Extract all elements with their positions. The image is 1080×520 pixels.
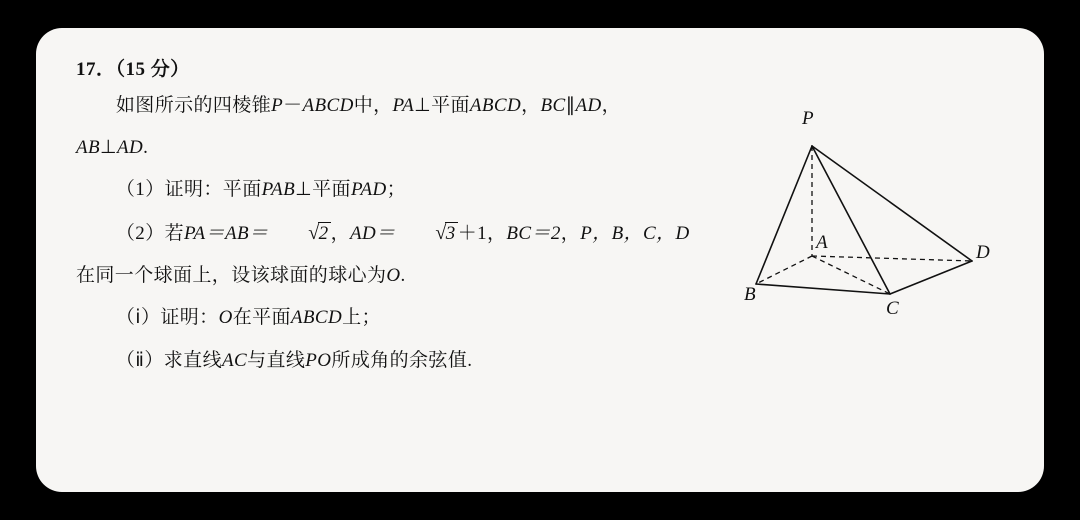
radicand-3: 3 (445, 223, 456, 245)
question-number-dot: ． (96, 59, 116, 80)
radicand-2: 2 (318, 223, 329, 245)
question-text-block (76, 88, 766, 385)
sub-i-prefix: （ⅰ）证明： (115, 307, 219, 329)
sub-question-i (76, 300, 766, 336)
sub-question-ii (76, 343, 766, 379)
stem-var-AD: AD (575, 95, 602, 116)
vertex-label-C: C (886, 298, 899, 319)
part-1-plane-PAD: PAD (350, 179, 387, 201)
vertex-label-A: A (816, 232, 828, 253)
part-2-center-O: O (386, 265, 401, 287)
sqrt-3 (396, 214, 458, 252)
page-content (76, 54, 1020, 482)
stem-parallel-symbol: ∥ (565, 95, 576, 116)
stem-var-P: P (271, 95, 284, 116)
stem-text-1: 如图所示的四棱锥 (115, 95, 272, 116)
stem-var-AD-2: AD (116, 137, 144, 159)
stem-var-AB: AB (76, 137, 101, 159)
part-1-suffix: ； (386, 179, 407, 201)
part-2-points: P，B，C，D (580, 223, 690, 245)
part-2-comma-3: ， (560, 223, 581, 245)
pyramid-diagram-svg (750, 116, 1020, 346)
vertex-label-P: P (802, 108, 814, 129)
sub-i-O: O (218, 307, 233, 329)
vertex-label-B: B (744, 284, 756, 305)
part-2-plus-one: ＋1 (457, 223, 487, 245)
exam-paper-page (36, 28, 1044, 492)
part-2-comma-2: ， (487, 223, 507, 245)
stem-line-2 (76, 130, 766, 166)
part-2-line-1 (76, 214, 766, 252)
sub-i-suffix: 上； (342, 307, 381, 329)
stem-var-PA: PA (392, 95, 415, 116)
stem-text-3: ⊥平面 (414, 95, 470, 116)
sub-ii-prefix: （ⅱ）求直线 (115, 349, 222, 371)
radical-sign-3: √ (435, 222, 447, 245)
radical-sign-2: √ (308, 222, 320, 245)
part-2-period: . (400, 265, 406, 287)
part-1-plane-PAB: PAB (261, 179, 296, 201)
stem-text-4: ， (521, 95, 541, 116)
sub-i-mid: 在平面 (232, 307, 291, 329)
part-1-prefix: （1）证明：平面 (115, 179, 262, 201)
question-number-line (76, 54, 1020, 81)
sub-ii-suffix: 所成角的余弦值. (331, 349, 473, 371)
stem-var-ABCD-2: ABCD (469, 95, 522, 116)
stem-var-BC: BC (540, 95, 566, 116)
stem-var-ABCD: ABCD (302, 95, 354, 116)
part-2-pa-ab: PA＝AB＝ (184, 223, 269, 245)
sub-ii-ac: AC (221, 349, 248, 371)
part-1-line (76, 172, 766, 208)
vertex-label-D: D (976, 242, 990, 263)
stem-line-1 (76, 88, 766, 124)
question-number: 17 (76, 59, 96, 80)
sqrt-2 (268, 214, 330, 252)
part-2-sphere-text: 在同一个球面上，设该球面的球心为 (76, 265, 387, 287)
question-points: （15 分） (115, 59, 190, 80)
sub-i-abcd: ABCD (290, 307, 343, 329)
stem-period: . (143, 137, 149, 159)
part-1-perp: ⊥平面 (295, 179, 351, 201)
sub-ii-mid: 与直线 (247, 349, 306, 371)
stem-dash: － (283, 95, 303, 116)
geometry-figure (744, 108, 1020, 346)
part-2-ad: AD＝ (349, 223, 396, 245)
stem-text-5: ， (601, 95, 622, 116)
stem-perp-symbol: ⊥ (100, 137, 117, 159)
sub-ii-po: PO (305, 349, 332, 371)
part-2-line-2 (76, 258, 766, 294)
stem-text-2: 中， (353, 95, 393, 116)
part-2-bc: BC＝2 (506, 223, 561, 245)
part-2-prefix: （2）若 (115, 223, 184, 245)
part-2-comma-1: ， (330, 223, 350, 245)
